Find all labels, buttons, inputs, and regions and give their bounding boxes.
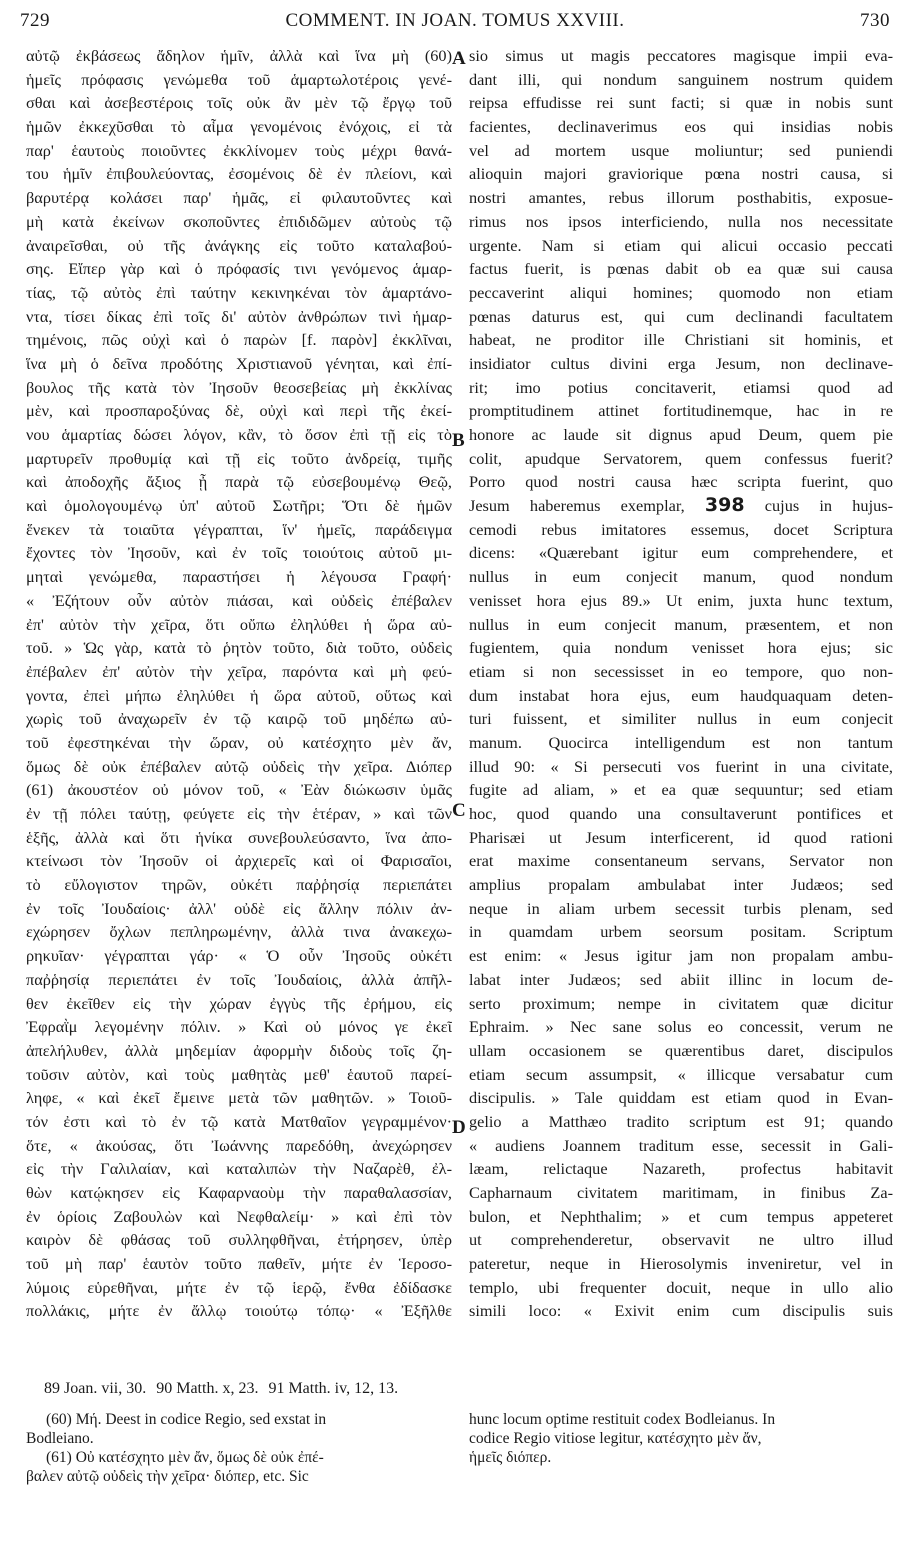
latin-text-line: nostri amantes, rebus illorum posthabitis, exposue- (469, 188, 893, 208)
latin-text-line: ullam occasionem se quærentibus daret, discipulos (469, 1040, 893, 1060)
greek-text-line: αὐτῷ ἐκβάσεως ἄδηλον ἡμῖν, ἀλλὰ καὶ ἵνα μὴ (60) (26, 46, 452, 65)
greek-text-line: ἀπελήλυθεν, ἀλλὰ μηδεμίαν ἀφορμὴν διδοὺς τοῖς ζη- (26, 1040, 452, 1060)
latin-text-line: promptitudinem attinet fortitudinemque, hac in re (469, 401, 893, 421)
greek-text-line: λύμοις εὑρεθῆναι, μήτε ἐν τῷ ἱερῷ, ἔνθα ἐδίδασκε (26, 1277, 452, 1297)
latin-text-line: urgente. Nam si etiam qui alicui occasio peccati (469, 235, 893, 255)
note-line: (60) Μή. Deest in codice Regio, sed exstat in (46, 1411, 327, 1428)
latin-text-line: dum instabat hora ejus, eum haudquaquam deten- (469, 685, 893, 705)
greek-text-line: βουλος τῆς κατὰ τὸν Ἰησοῦν θεοσεβείας μὴ ἐκκλίνας (26, 377, 452, 397)
note-line: ἡμεῖς διόπερ. (469, 1449, 552, 1466)
edition-page-number: 398 (704, 494, 745, 517)
greek-text-line: ἐν τοῖς Ἰουδαίοις· ἀλλ' οὐδὲ εἰς ἄλλην πόλιν ἀν- (26, 898, 452, 918)
greek-text-line: τοῦ μὴ παρ' ἑαυτὸν τοῦτο παθεῖν, μήτε ἐν Ἱεροσο- (26, 1254, 452, 1274)
greek-text-line: ὅτε, « ἀκούσας, ὅτι Ἰωάννης παρεδόθη, ἀνεχώρησεν (26, 1135, 452, 1155)
latin-text-line: fugientem, quia nondum venisset hora ejus; sic (469, 638, 893, 658)
latin-text-line: insidiator cultus divini erga Jesum, non declinave- (469, 353, 893, 373)
greek-text-line: τοῦ. » Ὡς γὰρ, κατὰ τὸ ῥητὸν τοῦτο, διὰ τοῦτο, οὐδεὶς (26, 638, 452, 658)
latin-text-line: sio simus ut magis peccatores magisque impii eva- (469, 46, 893, 65)
greek-text-line: σης. Εἴπερ γὰρ καὶ ὁ πρόφασίς τινι γενόμενος ἁμαρ- (26, 259, 452, 279)
latin-text-line: labat inter Judæos; sed abiit illinc in locum de- (469, 969, 893, 989)
latin-text-line: gelio a Matthæo tradito scriptum est 91; quando (469, 1111, 893, 1131)
latin-text-line: hoc, quod quando una consultaverunt pontifices et (469, 804, 893, 823)
greek-text-line: (61) ἀκουστέον οὐ μόνον τοῦ, « Ἐὰν διώκωσιν ὑμᾶς (26, 780, 452, 800)
latin-text-line: manum. Quocirca intelligendum est non tantum (469, 732, 893, 752)
latin-text-line: Ephraim. » Nec sane solus eo concessit, verum ne (469, 1017, 893, 1037)
latin-text-line: serto proximum; nempe in civitatem quæ dicitur (469, 993, 893, 1013)
greek-text-line: τόν ἐστι καὶ τὸ ἐν τῷ κατὰ Ματθαῖον γεγραμμένον· (26, 1111, 452, 1131)
latin-text-line: læam, relictaque Nazareth, profectus habitavit (469, 1159, 893, 1179)
latin-text-line: venisset hora ejus 89.» Ut enim, juxta hunc textum, (469, 590, 893, 610)
greek-text-line: εχώρησεν ὄχλων πεπληρωμένην, ἀλλὰ τινα ἀνακεχω- (26, 922, 452, 942)
greek-text-line: γοντα, ἐπεὶ μήπω ἐληλύθει ἡ ὥρα αὐτοῦ, οὕτως καὶ (26, 685, 452, 705)
latin-text-line: « audiens Joannem traditum esse, secessit in Gali- (469, 1135, 893, 1155)
latin-text-line: pœnas daturus est, qui cum declinandi facultatem (469, 306, 893, 326)
latin-text-line: Porro quod nostri causa hæc scripta fuerint, quo (469, 472, 893, 492)
greek-text-line: τοῦ ἐφεστηκέναι τὴν ὥραν, οὐ κατέσχητο μὲν ἄν, (26, 732, 452, 752)
editorial-notes-left (26, 1410, 446, 1486)
latin-text-line: facientes, declinaverimus eos qui insidias nobis (469, 117, 893, 137)
running-header (20, 10, 890, 40)
note-line: (61) Οὐ κατέσχητο μὲν ἄν, ὅμως δὲ οὐκ ἐπέ- (46, 1449, 324, 1466)
column-marker-c: C (452, 800, 466, 821)
greek-text-line: καὶ ὁμολογουμένῳ ὑπ' αὐτοῦ Σωτῆρι; Ὅτι δὲ ἡμῶν (26, 496, 452, 516)
latin-text-column (469, 44, 893, 1323)
note-line: codice Regio vitiose legitur, κατέσχητο μὲν ἄν, (469, 1430, 762, 1447)
greek-text-line: πολλάκις, μήτε ἐν ἄλλῳ τοιούτῳ τόπῳ· « Ἐξῆλθε (26, 1301, 452, 1321)
latin-text-line: peccaverint aliqui homines; quomodo non etiam (469, 282, 893, 302)
latin-text-line: reipsa effudisse rei sunt facti; si quæ in nobis sunt (469, 93, 893, 113)
greek-text-line: μὴ κατὰ ἐκείνων σκοποῦντες ἐπιδιδῶμεν αὐτοὺς τῷ (26, 211, 452, 231)
note-line: βαλεν αὐτῷ οὐδεὶς τὴν χεῖρα· διόπερ, etc. Sic (26, 1468, 309, 1485)
latin-text-line: honore ac laude sit dignus apud Deum, quem pie (469, 425, 893, 444)
greek-text-line: ντα, τίσει δίκας ἐπὶ τοῖς δι' αὐτὸν ἀνθρώπων τινὶ ἡμαρ- (26, 306, 452, 326)
greek-text-line: ἕνεκεν τὰ τοιαῦτα γέγραπται, ἵν' ἡμεῖς, παράδειγμα (26, 519, 452, 539)
greek-text-line: τοῦσιν αὐτὸν, καὶ τοὺς μαθητὰς μεθ' ἑαυτοῦ παρεί- (26, 1064, 452, 1084)
greek-text-column (26, 44, 452, 1323)
greek-text-line: ἡμεῖς πρόφασις γενώμεθα τοῦ ἁμαρτωλοτέροις γενέ- (26, 69, 452, 89)
page-number-right: 730 (860, 10, 890, 31)
greek-text-line: ἐν ὁρίοις Ζαβουλὼν καὶ Νεφθαλείμ· » καὶ ἐπὶ τὸν (26, 1206, 452, 1226)
latin-text-line: pateretur, neque in Hierosolymis inveniretur, vel in (469, 1254, 893, 1274)
greek-text-line: σθαι καὶ ἀσεβεστέροις τοῖς οὐκ ἂν μὲν τῷ ἔργῳ τοῦ (26, 93, 452, 113)
note-line: hunc locum optime restituit codex Bodleianus. In (469, 1411, 776, 1428)
greek-text-line: μὲν, καὶ προσπαροξύνας δὲ, οὐχὶ καὶ περὶ τῆς ἐκεί- (26, 401, 452, 421)
latin-text-line: ut comprehenderetur, observavit ne ultro illud (469, 1230, 893, 1250)
greek-text-line: θὼν κατῴκησεν εἰς Καφαρναοὺμ τὴν παραθαλασσίαν, (26, 1183, 452, 1202)
scripture-ref-89: 89 Joan. vii, 30. (44, 1380, 147, 1397)
greek-text-line: νου ἁμαρτίας δώσει λόγον, κἂν, τὸ ὅσον ἐπὶ τῇ εἰς τὸ (26, 425, 452, 444)
latin-text-line: dicens: «Quærebant igitur eum comprehendere, et (469, 543, 893, 563)
greek-text-line: εἰς τὴν Γαλιλαίαν, καὶ καταλιπὼν τὴν Ναζαρὲθ, ἐλ- (26, 1159, 452, 1179)
greek-text-line: ἡμῶν ἐκκεχῦσθαι τὸ αἷμα γενομένοις ἐνόχοις, εἰ τὰ (26, 117, 452, 137)
greek-text-line: μαρτυρεῖν προθυμίᾳ καὶ τῇ εἰς τοῦτο ἀνδρείᾳ, τιμῆς (26, 448, 452, 468)
scripture-references (44, 1380, 894, 1398)
greek-text-line: του ἡμῖν ἐπιβουλεύοντας, ἐσομένοις δὲ ἐν πλείονι, καὶ (26, 164, 452, 184)
latin-text-line: in quamdam urbem seorsum positam. Scriptum (469, 922, 893, 942)
latin-text-line: Pharisæi ut Jesum interficerent, id quod rationi (469, 827, 893, 847)
latin-text-line: erat maxime consentaneum servans, Servator non (469, 851, 893, 871)
greek-text-line: τίας, τῷ αὐτὸς ἐπὶ ταύτην κεκινηκέναι τὸν ἁμαρτάνο- (26, 282, 452, 302)
latin-text-line: bulon, et Nephthalim; » et cum tempus appeteret (469, 1206, 893, 1226)
latin-text-line: discipulis. » Tale quiddam est etiam quod in Evan- (469, 1088, 893, 1108)
latin-text-line: habeat, ne proditor ille Christiani sit hominis, et (469, 330, 893, 350)
greek-text-line: κτείνωσι τὸν Ἰησοῦν οἱ ἀρχιερεῖς καὶ οἱ Φαρισαῖοι, (26, 851, 452, 871)
greek-text-line: καὶ ἀποδοχῆς ἄξιος ᾖ παρὰ τῷ εὐσεβουμένῳ Θεῷ, (26, 472, 452, 492)
greek-text-line: βαρυτέρᾳ κολάσει παρ' ἡμᾶς, εἰ φιλαυτοῦντες καὶ (26, 188, 452, 208)
latin-text-line: illud 90: « Si persecuti vos fuerint in una civitate, (469, 756, 893, 776)
latin-text-line: amplius propalam ambulabat inter Judæos; sed (469, 875, 893, 895)
greek-text-line: θεν ἐκεῖθεν εἰς τὴν χώραν ἐγγὺς τῆς ἐρήμου, εἰς (26, 993, 452, 1013)
greek-text-line: καιρὸν δὲ φθάσας τοῦ συλληφθῆναι, ἐτήρησεν, ὑπὲρ (26, 1230, 452, 1250)
latin-text-line: turi fuissent, et similiter nullus in eum conjecit (469, 709, 893, 729)
latin-text-line: templo, ubi frequenter docuit, neque in ullo alio (469, 1277, 893, 1297)
latin-text-line: nullus in eum conjecit manum, præsentem, et non (469, 614, 893, 634)
greek-text-line: τὸ εὔλογιστον τηρῶν, οὐκέτι παῤῥησίᾳ περιεπάτει (26, 875, 452, 895)
greek-text-line: παρ' ἑαυτοὺς ποιοῦντες ἐκκλίνομεν τοὺς μέχρι θανά- (26, 140, 452, 160)
greek-text-line: ἐπέβαλεν ἐπ' αὐτὸν τὴν χεῖρα, παρόντα καὶ μὴ φεύ- (26, 661, 452, 681)
note-line: Bodleiano. (26, 1430, 94, 1447)
greek-text-line: « Ἐζήτουν οὖν αὐτὸν πιάσαι, καὶ οὐδεὶς ἐπέβαλεν (26, 590, 452, 610)
greek-text-line: ἐν τῇ πόλει ταύτῃ, φεύγετε εἰς τὴν ἑτέραν, » καὶ τῶν (26, 804, 452, 823)
greek-text-line: μηταὶ γενώμεθα, παραστήσει ἡ λέγουσα Γραφή· (26, 567, 452, 587)
greek-text-line: ἔχοντες τὸν Ἰησοῦν, καὶ ἐν τοῖς τοιούτοις αὐτοῦ μι- (26, 543, 452, 563)
greek-text-line: ρηκυῖαν· γέγραπται γάρ· « Ὁ οὖν Ἰησοῦς οὐκέτι (26, 946, 452, 966)
latin-text-line: cemodi rebus imitatores essemus, docet Scriptura (469, 519, 893, 539)
greek-text-line: παῤῥησίᾳ περιεπάτει ἐν τοῖς Ἰουδαίοις, ἀλλὰ ἀπῆλ- (26, 969, 452, 989)
scripture-ref-91: 91 Matth. iv, 12, 13. (268, 1380, 399, 1397)
latin-text-line: simili loco: « Exivit enim cum discipulis suis (469, 1301, 893, 1321)
latin-text-line: est enim: « Jesus igitur jam non propalam ambu- (469, 946, 893, 966)
greek-text-line: τημένοις, πῶς οὐχὶ καὶ ὁ παρὼν [f. παρὸν] ἐκκλῖναι, (26, 330, 452, 350)
greek-text-line: ἀναιρεῖσθαι, οὐ τῆς ἀνάγκης εἰς τοῦτο καταλαβού- (26, 235, 452, 255)
greek-text-line: Ἐφραῒμ λεγομένην πόλιν. » Καὶ οὐ μόνος γε ἐκεῖ (26, 1017, 452, 1037)
latin-text-line: Capharnaum civitatem maritimam, in finibus Za- (469, 1183, 893, 1202)
latin-text-line: nullus in eum conjecit manum, quod nondum (469, 567, 893, 587)
latin-text-line: fugite ad aliam, » et ea quæ sequuntur; sed etiam (469, 780, 893, 800)
latin-text-line: Jesum haberemus exemplar, 398 cujus in hujus- (469, 494, 893, 517)
column-marker-a: A (452, 48, 466, 69)
latin-text-line: colit, apudque Servatorem, quem confessus fuerit? (469, 448, 893, 468)
running-title: COMMENT. IN JOAN. TOMUS XXVIII. (285, 10, 625, 31)
page-number-left: 729 (20, 10, 50, 31)
greek-text-line: ἵνα μὴ ὁ δεῖνα προδότης Χριστιανοῦ γένηται, καὶ ἐπί- (26, 353, 452, 373)
latin-text-line: rimus nos ipsos interficiendo, nulla nos necessitate (469, 211, 893, 231)
greek-text-line: ἑξῆς, ἀλλὰ καὶ ὅτι ἡνίκα συνεβουλεύσαντο, ἵνα ἀπο- (26, 827, 452, 847)
latin-text-line: neque in aliam urbem secessit turbis plenam, sed (469, 898, 893, 918)
column-marker-d: D (452, 1117, 466, 1138)
greek-text-line: ληφε, « καὶ ἐκεῖ ἔμεινε μετὰ τῶν μαθητῶν. » Τοιοῦ- (26, 1088, 452, 1108)
latin-text-line: factus fuerit, is pœnas dabit ob ea quæ sui causa (469, 259, 893, 279)
latin-text-line: etiam secum assumpsit, « illicque versabatur cum (469, 1064, 893, 1084)
latin-text-line: vel ad mortem usque moliuntur; sed puniendi (469, 140, 893, 160)
column-marker-b: B (452, 430, 465, 451)
editorial-notes-right (469, 1410, 893, 1467)
latin-text-line: rit; imo potius concitaverit, etiamsi quod ad (469, 377, 893, 397)
greek-text-line: χωρὶς τοῦ ἀναχωρεῖν ἐν τῷ καιρῷ τοῦ μηδέπω αὐ- (26, 709, 452, 729)
greek-text-line: ὅμως δὲ οὐκ ἐπέβαλεν αὐτῷ οὐδεὶς τὴν χεῖρα. Διόπερ (26, 756, 452, 776)
latin-text-line: etiam si non secessisset in eo tempore, quo non- (469, 661, 893, 681)
scripture-ref-90: 90 Matth. x, 23. (156, 1380, 259, 1397)
greek-text-line: ἐπ' αὐτὸν τὴν χεῖρα, ὅτι οὔπω ἐληλύθει ἡ ὥρα αὐ- (26, 614, 452, 634)
latin-text-line: alioquin majori graviorique pœna nostri causa, si (469, 164, 893, 184)
latin-text-line: dant illi, qui nondum sanguinem nostrum quidem (469, 69, 893, 89)
